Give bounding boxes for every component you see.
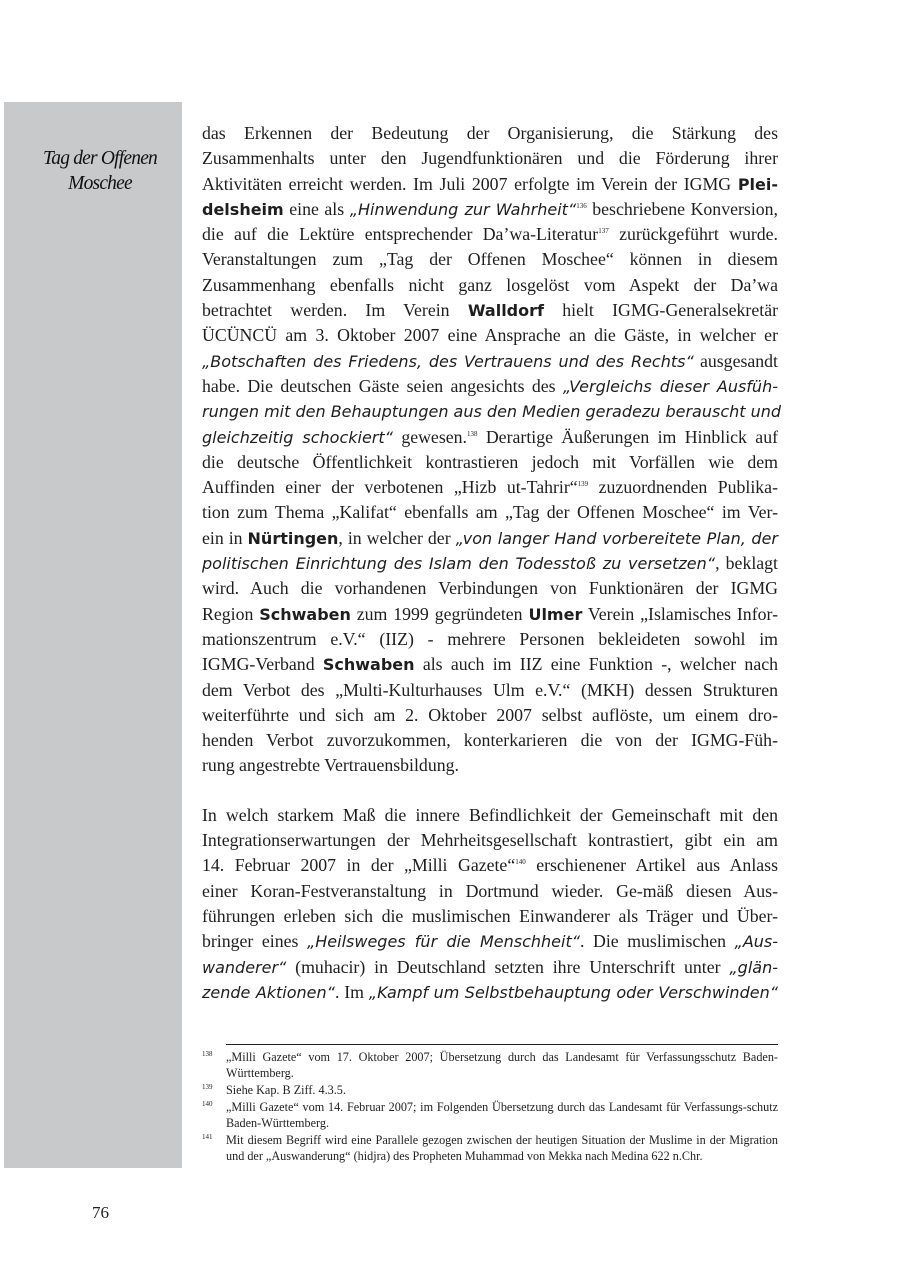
footnote-text: Mit diesem Begriff wird eine Parallele gezogen zwischen der heutigen Situation der Muslime in der Migration und der „Auswanderung“ (hidjra) des Propheten Muhammad von Mekka nach Medina 622 n.Chr. — [226, 1133, 778, 1163]
text-run: , in welcher der — [338, 527, 456, 548]
text-run: In welch starkem Maß die innere Befindlichkeit der Gemeinschaft mit den — [202, 804, 778, 825]
paragraph-1 — [202, 121, 782, 779]
footnote-item — [202, 1082, 778, 1098]
footnote-number: 138 — [202, 1050, 213, 1058]
text-run: Aktivitäten erreicht werden. Im Juli 2007 erfolgte im Verein der IGMG — [202, 173, 738, 194]
footnote-ref: 138 — [466, 429, 478, 438]
italic-quote: „Heilsweges für die Menschheit“ — [306, 932, 581, 952]
footnote-ref: 136 — [576, 201, 587, 210]
italic-quote: „Botschaften des Friedens, des Vertrauens und des Rechts“ — [202, 351, 694, 371]
text-run: weiterführte und sich am 2. Oktober 2007 selbst auflöste, um einem dro- — [202, 704, 778, 725]
text-line — [202, 703, 778, 728]
text-line — [202, 728, 778, 753]
italic-quote: „glän- — [729, 957, 778, 977]
footnotes — [202, 1049, 778, 1165]
text-run: Integrationserwartungen der Mehrheitsgesellschaft kontrastiert, gibt ein am — [202, 830, 778, 851]
text-line — [202, 273, 778, 298]
text-line — [202, 904, 778, 929]
text-run: ausgesandt — [693, 350, 778, 371]
text-line — [202, 753, 778, 778]
text-run: Veranstaltungen zum „Tag der Offenen Moschee“ können in diesem — [202, 249, 778, 270]
bold-place-name: delsheim — [202, 199, 284, 219]
text-line — [202, 475, 778, 500]
italic-quote: „Vergleichs dieser Ausfüh- — [562, 376, 778, 396]
text-run: tion zum Thema „Kalifat“ ebenfalls am „Tag der Offenen Moschee“ im Ver- — [202, 502, 778, 523]
text-run: zuzuordnenden Publika- — [588, 477, 778, 498]
text-run: betrachtet werden. Im Verein — [202, 300, 468, 321]
footnote-number: 139 — [202, 1083, 213, 1091]
text-run: Verein „Islamisches Infor- — [582, 603, 778, 624]
text-run: henden Verbot zuvorzukommen, konterkarieren die von der IGMG-Füh- — [202, 730, 778, 751]
text-line — [202, 652, 778, 677]
text-line — [202, 323, 778, 348]
text-line — [202, 374, 778, 399]
footnote-text: „Milli Gazete“ vom 17. Oktober 2007; Übersetzung durch das Landesamt für Verfassungsschutz Baden-Württemberg. — [226, 1050, 778, 1080]
text-line — [202, 576, 778, 601]
text-run: Zusammenhang ebenfalls nicht ganz losgelöst vom Aspekt der Da’wa — [202, 274, 778, 295]
text-run: als auch im IIZ eine Funktion -, welcher nach — [414, 654, 778, 675]
footnote-item — [202, 1099, 778, 1131]
body-text — [202, 121, 782, 1005]
text-line — [202, 500, 778, 525]
margin-sidebar — [4, 102, 182, 1168]
footnote-ref: 137 — [598, 227, 609, 236]
text-run: (muhacir) in Deutschland setzten ihre Unterschrift unter — [286, 956, 730, 977]
text-line — [202, 526, 778, 551]
page-number: 76 — [92, 1203, 109, 1222]
text-run: 14. Februar 2007 in der „Milli Gazete“ — [202, 855, 516, 876]
text-run: mationszentrum e.V.“ (IIZ) - mehrere Personen bekleideten sowohl im — [202, 628, 778, 649]
text-run: hielt IGMG-Generalsekretär — [543, 300, 779, 321]
text-line — [202, 678, 778, 703]
text-run: beschriebene Konversion, — [586, 198, 778, 219]
text-run: gewesen. — [392, 426, 467, 447]
text-run: bringer eines — [202, 931, 307, 952]
text-run: , beklagt — [715, 553, 778, 574]
text-line — [202, 399, 782, 424]
text-line — [202, 146, 778, 171]
text-run: . Im — [334, 981, 369, 1002]
text-run: zurückgeführt wurde. — [608, 224, 779, 245]
italic-quote: gleichzeitig schockiert“ — [202, 427, 393, 447]
footnote-item — [202, 1132, 778, 1164]
text-run: erschienener Artikel aus Anlass — [525, 855, 778, 876]
text-run: das Erkennen der Bedeutung der Organisierung, die Stärkung des — [202, 123, 778, 143]
text-run: zum 1999 gegründeten — [350, 603, 529, 624]
footnote-number: 141 — [202, 1133, 213, 1141]
text-run: ein in — [202, 527, 248, 548]
text-line — [202, 425, 778, 450]
text-line — [202, 450, 778, 475]
text-run: habe. Die deutschen Gäste seien angesichts des — [202, 375, 563, 396]
bold-place-name: Walldorf — [467, 301, 544, 321]
text-line — [202, 627, 778, 652]
italic-quote: „Kampf um Selbstbehauptung oder Verschwinden“ — [368, 982, 779, 1002]
paragraph-2 — [202, 803, 778, 1005]
footnote-ref: 140 — [515, 858, 526, 867]
paragraph-gap — [202, 779, 778, 803]
text-line — [202, 803, 778, 828]
text-line — [202, 828, 778, 853]
bold-place-name: Nürtingen — [247, 528, 339, 548]
text-line — [202, 197, 778, 222]
italic-quote: wanderer“ — [202, 957, 287, 977]
italic-quote: „Aus- — [734, 932, 779, 952]
bold-place-name: Ulmer — [528, 604, 583, 624]
marginal-heading-line: Tag der Offenen — [42, 148, 158, 169]
italic-quote: rungen mit den Behauptungen aus den Medien geradezu berauscht und — [202, 402, 782, 422]
text-line — [202, 853, 778, 878]
text-line — [202, 349, 778, 374]
text-run: Region — [202, 603, 260, 624]
footnote-item — [202, 1049, 778, 1081]
text-line — [202, 980, 778, 1005]
bold-place-name: Schwaben — [259, 604, 351, 624]
text-line — [202, 929, 778, 954]
footnote-text: Siehe Kap. B Ziff. 4.3.5. — [226, 1083, 346, 1097]
text-line — [202, 172, 778, 197]
footnote-rule — [226, 1044, 778, 1045]
text-line — [202, 879, 778, 904]
italic-quote: „Hinwendung zur Wahrheit“ — [349, 199, 577, 219]
text-run: . Die muslimischen — [580, 931, 735, 952]
text-run: wird. Auch die vorhandenen Verbindungen von Funktionären der IGMG — [202, 578, 778, 599]
marginal-heading-line: Moschee — [68, 173, 132, 194]
bold-place-name: Schwaben — [322, 655, 415, 675]
text-line — [202, 955, 778, 980]
footnote-number: 140 — [202, 1100, 213, 1108]
text-run: ÜCÜNCÜ am 3. Oktober 2007 eine Ansprache an die Gäste, in welcher er — [202, 325, 778, 346]
text-run: führungen erleben sich die muslimischen Einwanderer als Träger und Über- — [202, 905, 778, 926]
text-run: einer Koran-Festveranstaltung in Dortmund wieder. Ge-mäß diesen Aus- — [202, 880, 778, 901]
text-run: die deutsche Öffentlichkeit kontrastieren jedoch mit Vorfällen wie dem — [202, 451, 778, 472]
text-run: dem Verbot des „Multi-Kulturhauses Ulm e.V.“ (MKH) dessen Strukturen — [202, 679, 778, 700]
text-run: Auffinden einer der verbotenen „Hizb ut-Tahrir“ — [202, 477, 578, 498]
italic-quote: politischen Einrichtung des Islam den Todesstoß zu versetzen“ — [202, 554, 716, 574]
text-run: eine als — [283, 198, 350, 219]
italic-quote: zende Aktionen“ — [202, 982, 335, 1002]
footnote-text: „Milli Gazete“ vom 14. Februar 2007; im Folgenden Übersetzung durch das Landesamt für Verfassungs-schutz Baden-Württemberg. — [226, 1100, 778, 1130]
footnote-ref: 139 — [577, 480, 589, 489]
text-line — [202, 551, 778, 576]
text-line — [202, 222, 778, 247]
text-run: Derartige Äußerungen im Hinblick auf — [477, 426, 779, 447]
text-line — [202, 602, 778, 627]
italic-quote: „von langer Hand vorbereitete Plan, der — [455, 528, 778, 548]
bold-place-name: Plei- — [737, 174, 778, 194]
text-run: Zusammenhalts unter den Jugendfunktionären und die Förderung ihrer — [202, 148, 778, 169]
text-run: rung angestrebte Vertrauensbildung. — [202, 755, 459, 776]
marginal-heading — [30, 146, 170, 196]
text-line — [202, 247, 778, 272]
text-run: die auf die Lektüre entsprechender Da’wa-Literatur — [202, 224, 599, 245]
text-line — [202, 298, 778, 323]
text-run: IGMG-Verband — [202, 654, 323, 675]
text-line — [202, 121, 778, 146]
